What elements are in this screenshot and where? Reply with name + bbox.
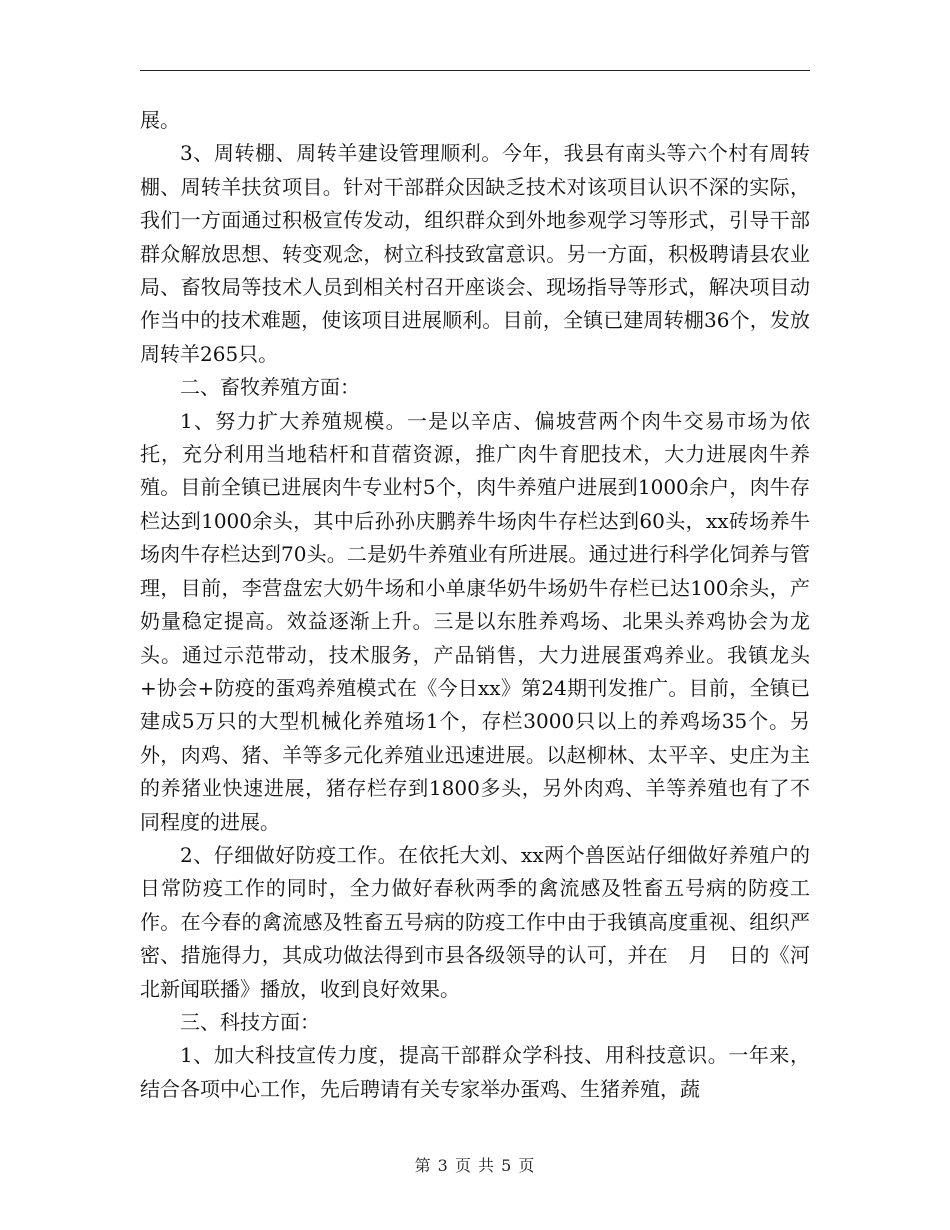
document-body [140, 104, 810, 1106]
paragraph-epidemic-prevention: 2、仔细做好防疫工作。在依托大刘、xx两个兽医站仔细做好养殖户的日常防疫工作的同时，全力做好春秋两季的禽流感及牲畜五号病的防疫工作。在今春的禽流感及牲畜五号病的防疫工作中由于我镇高度重视、组织严密、措施得力，其成功做法得到市县各级领导的认可，并在 月 日的《河北新闻联播》播放，收到良好效果。 [140, 842, 810, 1001]
section-heading-livestock: 二、畜牧养殖方面： [180, 375, 360, 400]
section-heading-technology: 三、科技方面： [180, 1009, 320, 1034]
paragraph-rotation-sheds: 3、周转棚、周转羊建设管理顺利。今年，我县有南头等六个村有周转棚、周转羊扶贫项目。针对干部群众因缺乏技术对该项目认识不深的实际，我们一方面通过积极宣传发动，组织群众到外地参观学习等形式，引导干部群众解放思想、转变观念，树立科技致富意识。另一方面，积极聘请县农业局、畜牧局等技术人员到相关村召开座谈会、现场指导等形式，解决项目动作当中的技术难题，使该项目进展顺利。目前，全镇已建周转棚36个，发放周转羊265只。 [140, 141, 810, 366]
paragraph-continuation: 展。 [140, 108, 180, 132]
paragraph-tech-promotion: 1、加大科技宣传力度，提高干部群众学科技、用科技意识。一年来，结合各项中心工作，先后聘请有关专家举办蛋鸡、生猪养殖，蔬 [140, 1043, 810, 1101]
header-rule [140, 70, 810, 71]
paragraph-breeding-scale: 1、努力扩大养殖规模。一是以辛店、偏坡营两个肉牛交易市场为依托，充分利用当地秸杆和苜蓿资源，推广肉牛育肥技术，大力进展肉牛养殖。目前全镇已进展肉牛专业村5个，肉牛养殖户进展到1000余户，肉牛存栏达到1000余头，其中后孙孙庆鹏养牛场肉牛存栏达到60头，xx砖场养牛场肉牛存栏达到70头。二是奶牛养殖业有所进展。通过进行科学化饲养与管理，目前，李营盘宏大奶牛场和小单康华奶牛场奶牛存栏已达100余头，产奶量稳定提高。效益逐渐上升。三是以东胜养鸡场、北果头养鸡协会为龙头。通过示范带动，技术服务，产品销售，大力进展蛋鸡养业。我镇龙头+协会+防疫的蛋鸡养殖模式在《今日xx》第24期刊发推广。目前，全镇已建成5万只的大型机械化养殖场1个，存栏3000只以上的养鸡场35个。另外，肉鸡、猪、羊等多元化养殖业迅速进展。以赵柳林、太平辛、史庄为主的养猪业快速进展，猪存栏存到1800多头，另外肉鸡、羊等养殖也有了不同程度的进展。 [140, 408, 810, 834]
page-number-footer: 第 3 页 共 5 页 [414, 1156, 536, 1175]
